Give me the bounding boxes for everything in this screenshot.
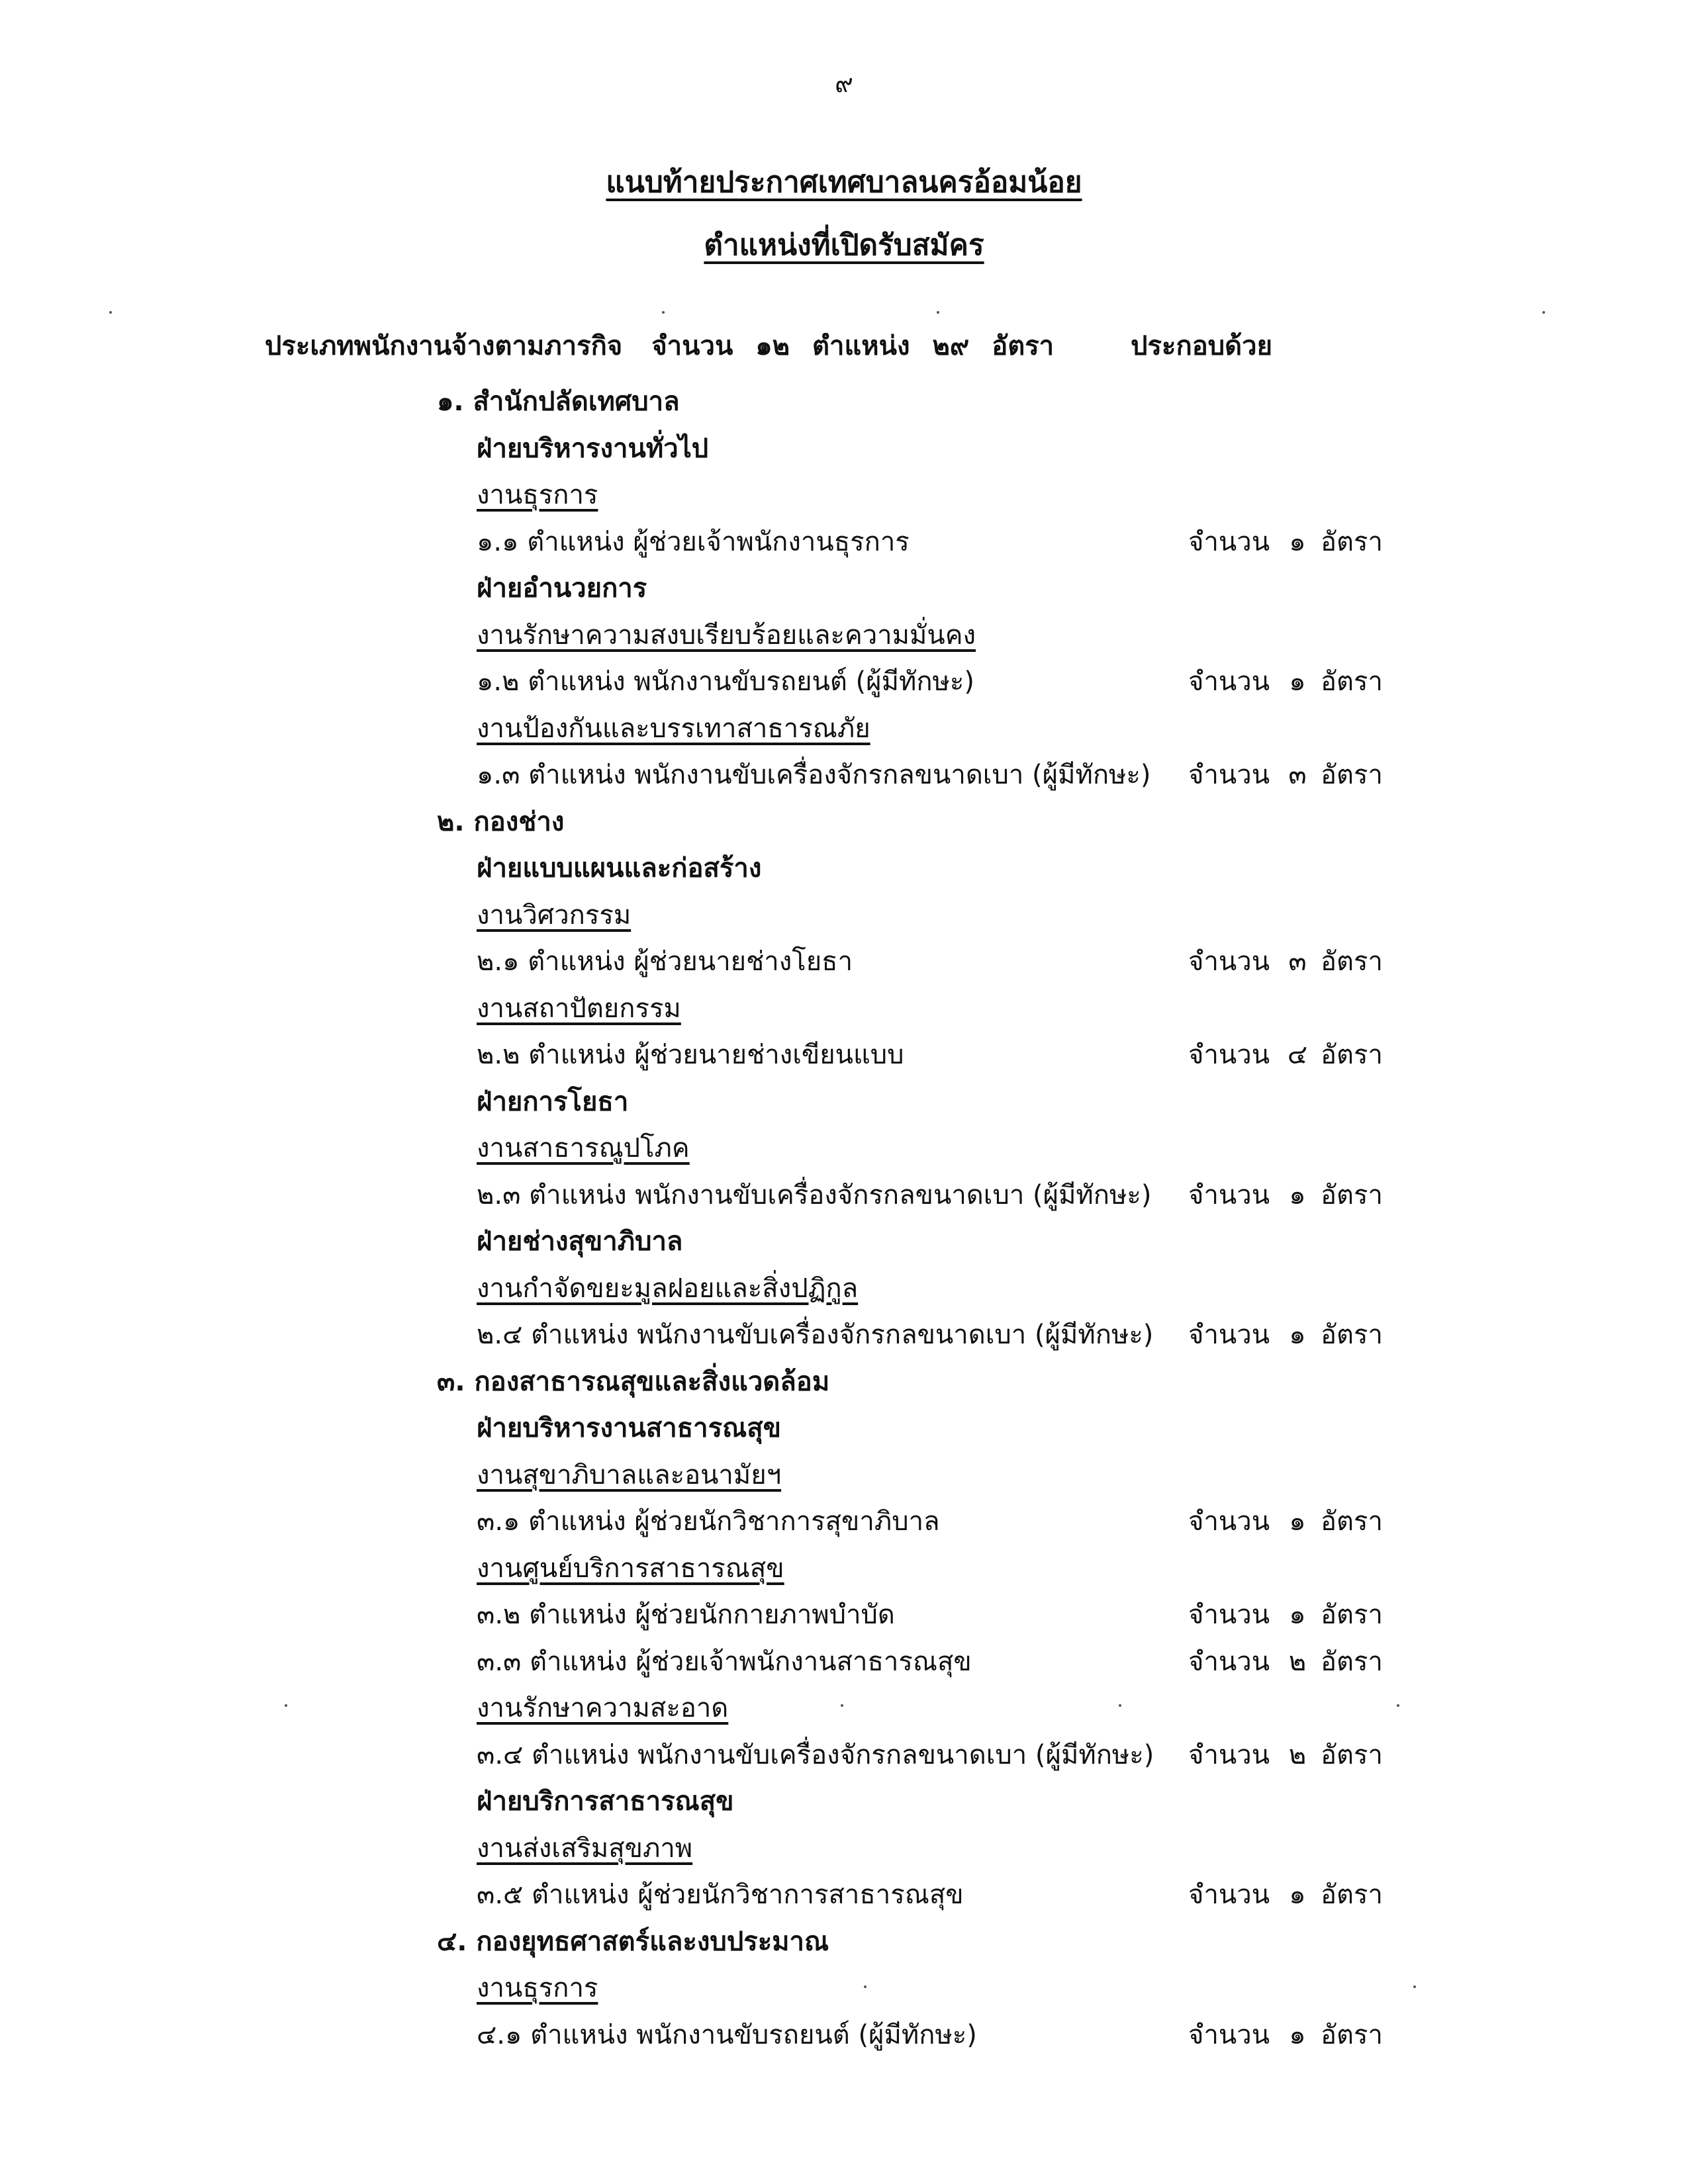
section-heading: ฝ่ายการโยธา [477, 1086, 629, 1117]
position-title: ๑.๒ ตำแหน่ง พนักงานขับรถยนต์ (ผู้มีทักษะ) [477, 666, 974, 697]
position-unit: ตำแหน่ง [812, 331, 910, 361]
position-quantity [1188, 752, 1393, 799]
count-label: จำนวน [651, 331, 733, 361]
quantity-label: จำนวน [1188, 1040, 1270, 1070]
quantity-label: จำนวน [1188, 946, 1270, 977]
position-row [0, 2012, 1688, 2059]
division-heading: ๑. สำนักปลัดเทศบาล [437, 387, 680, 417]
rate-count: ๒๙ [932, 331, 970, 361]
document-title: แนบท้ายประกาศเทศบาลนครอ้อมน้อย [606, 165, 1082, 199]
position-title: ๑.๓ ตำแหน่ง พนักงานขับเครื่องจักรกลขนาดเบา (ผู้มีทักษะ) [477, 760, 1151, 790]
quantity-value: ๔ [1287, 1040, 1308, 1070]
unit-heading: งานธุรการ [477, 1973, 598, 2003]
position-row [0, 1032, 1688, 1079]
rate-unit: อัตรา [1321, 946, 1383, 977]
position-row [0, 1639, 1688, 1686]
position-quantity [1188, 1639, 1393, 1686]
quantity-label: จำนวน [1188, 526, 1270, 557]
position-quantity [1188, 1732, 1393, 1779]
quantity-value: ๓ [1288, 946, 1307, 977]
unit-heading: งานสาธารณูปโภค [477, 1133, 690, 1163]
position-quantity [1188, 938, 1393, 985]
rate-unit: อัตรา [1321, 1646, 1383, 1677]
quantity-value: ๑ [1289, 1506, 1306, 1537]
position-title: ๒.๓ ตำแหน่ง พนักงานขับเครื่องจักรกลขนาดเบา (ผู้มีทักษะ) [477, 1179, 1152, 1210]
position-title: ๒.๔ ตำแหน่ง พนักงานขับเครื่องจักรกลขนาดเบา (ผู้มีทักษะ) [477, 1320, 1154, 1350]
quantity-value: ๑ [1289, 1600, 1306, 1630]
quantity-value: ๑ [1289, 1880, 1306, 1910]
quantity-value: ๑ [1289, 666, 1306, 697]
quantity-label: จำนวน [1188, 1880, 1270, 1910]
section-heading: ฝ่ายบริหารงานทั่วไป [477, 433, 709, 464]
quantity-value: ๑ [1289, 526, 1306, 557]
quantity-label: จำนวน [1188, 1646, 1270, 1677]
scan-speck [1542, 311, 1545, 314]
scan-speck [1413, 1985, 1416, 1988]
rate-unit: อัตรา [1321, 760, 1383, 790]
position-row [0, 659, 1688, 705]
position-title: ๓.๕ ตำแหน่ง ผู้ช่วยนักวิชาการสาธารณสุข [477, 1880, 964, 1910]
consists-of-label: ประกอบด้วย [1131, 331, 1273, 361]
unit-heading: งานสุขาภิบาลและอนามัยฯ [477, 1459, 782, 1490]
position-quantity [1188, 519, 1393, 566]
quantity-label: จำนวน [1188, 2019, 1270, 2050]
scan-speck [662, 311, 665, 314]
rate-unit: อัตรา [1321, 666, 1383, 697]
unit-heading: งานศูนย์บริการสาธารณสุข [477, 1553, 784, 1584]
position-list [0, 379, 1688, 2058]
quantity-label: จำนวน [1188, 1739, 1270, 1770]
rate-unit: อัตรา [1321, 1600, 1383, 1630]
position-row [0, 1312, 1688, 1359]
scan-speck [109, 311, 112, 314]
quantity-value: ๒ [1288, 1646, 1307, 1677]
quantity-label: จำนวน [1188, 1506, 1270, 1537]
division-heading: ๔. กองยุทธศาสตร์และงบประมาณ [437, 1926, 829, 1957]
scan-speck [285, 1704, 287, 1707]
position-quantity [1188, 2012, 1393, 2059]
unit-heading: งานรักษาความสงบเรียบร้อยและความมั่นคง [477, 619, 976, 651]
scan-speck [937, 311, 939, 314]
section-heading: ฝ่ายบริการสาธารณสุข [477, 1786, 734, 1817]
position-row [0, 752, 1688, 799]
position-quantity [1188, 1872, 1393, 1919]
scan-speck [1397, 1704, 1399, 1707]
page-number: ๙ [835, 69, 853, 98]
position-title: ๔.๑ ตำแหน่ง พนักงานขับรถยนต์ (ผู้มีทักษะ) [477, 2019, 977, 2050]
position-title: ๓.๔ ตำแหน่ง พนักงานขับเครื่องจักรกลขนาดเบา (ผู้มีทักษะ) [477, 1739, 1154, 1770]
scan-speck [841, 1704, 843, 1707]
unit-heading: งานสถาปัตยกรรม [477, 993, 681, 1024]
quantity-label: จำนวน [1188, 1600, 1270, 1630]
position-quantity [1188, 1498, 1393, 1545]
employee-type-label: ประเภทพนักงานจ้างตามภารกิจ [265, 331, 623, 361]
quantity-label: จำนวน [1188, 1320, 1270, 1350]
unit-heading: งานธุรการ [477, 480, 598, 510]
position-title: ๓.๓ ตำแหน่ง ผู้ช่วยเจ้าพนักงานสาธารณสุข [477, 1646, 972, 1677]
section-heading: ฝ่ายบริหารงานสาธารณสุข [477, 1413, 781, 1443]
position-title: ๒.๑ ตำแหน่ง ผู้ช่วยนายช่างโยธา [477, 946, 853, 977]
position-row [0, 938, 1688, 985]
section-heading: ฝ่ายอำนวยการ [477, 573, 647, 604]
position-quantity [1188, 1592, 1393, 1639]
rate-unit: อัตรา [1321, 1739, 1383, 1770]
division-heading: ๒. กองช่าง [437, 806, 565, 837]
section-heading: ฝ่ายช่างสุขาภิบาล [477, 1226, 683, 1257]
rate-unit: อัตรา [1321, 1040, 1383, 1070]
rate-unit: อัตรา [1321, 526, 1383, 557]
quantity-label: จำนวน [1188, 760, 1270, 790]
position-row [0, 1498, 1688, 1545]
position-quantity [1188, 1312, 1393, 1359]
rate-unit: อัตรา [1321, 1179, 1383, 1210]
rate-unit: อัตรา [1321, 1320, 1383, 1350]
position-count: ๑๒ [755, 331, 790, 361]
quantity-label: จำนวน [1188, 1179, 1270, 1210]
rate-unit: อัตรา [1321, 1880, 1383, 1910]
rate-unit: อัตรา [1321, 2019, 1383, 2050]
rate-unit: อัตรา [992, 331, 1055, 361]
position-title: ๒.๒ ตำแหน่ง ผู้ช่วยนายช่างเขียนแบบ [477, 1040, 904, 1070]
position-row [0, 1732, 1688, 1779]
scan-speck [864, 1985, 867, 1988]
unit-heading: งานส่งเสริมสุขภาพ [477, 1833, 693, 1864]
position-row [0, 1172, 1688, 1219]
position-row [0, 519, 1688, 566]
unit-heading: งานกำจัดขยะมูลฝอยและสิ่งปฏิกูล [477, 1273, 859, 1304]
quantity-value: ๑ [1289, 2019, 1306, 2050]
division-heading: ๓. กองสาธารณสุขและสิ่งแวดล้อม [437, 1366, 830, 1397]
position-row [0, 1872, 1688, 1919]
position-quantity [1188, 1172, 1393, 1219]
intro-summary [265, 324, 1589, 367]
unit-heading: งานรักษาความสะอาด [477, 1693, 729, 1723]
rate-unit: อัตรา [1321, 1506, 1383, 1537]
quantity-label: จำนวน [1188, 666, 1270, 697]
quantity-value: ๒ [1288, 1739, 1307, 1770]
unit-heading: งานป้องกันและบรรเทาสาธารณภัย [477, 713, 870, 744]
position-title: ๓.๒ ตำแหน่ง ผู้ช่วยนักกายภาพบำบัด [477, 1600, 895, 1630]
section-heading: ฝ่ายแบบแผนและก่อสร้าง [477, 853, 762, 884]
quantity-value: ๑ [1289, 1179, 1306, 1210]
position-title: ๓.๑ ตำแหน่ง ผู้ช่วยนักวิชาการสุขาภิบาล [477, 1506, 940, 1537]
scan-speck [1119, 1704, 1121, 1707]
document-subtitle: ตำแหน่งที่เปิดรับสมัคร [704, 228, 984, 262]
quantity-value: ๓ [1288, 760, 1307, 790]
quantity-value: ๑ [1289, 1320, 1306, 1350]
unit-heading: งานวิศวกรรม [477, 899, 632, 931]
position-quantity [1188, 1032, 1393, 1079]
position-title: ๑.๑ ตำแหน่ง ผู้ช่วยเจ้าพนักงานธุรการ [477, 526, 910, 557]
position-row [0, 1592, 1688, 1639]
position-quantity [1188, 659, 1393, 705]
